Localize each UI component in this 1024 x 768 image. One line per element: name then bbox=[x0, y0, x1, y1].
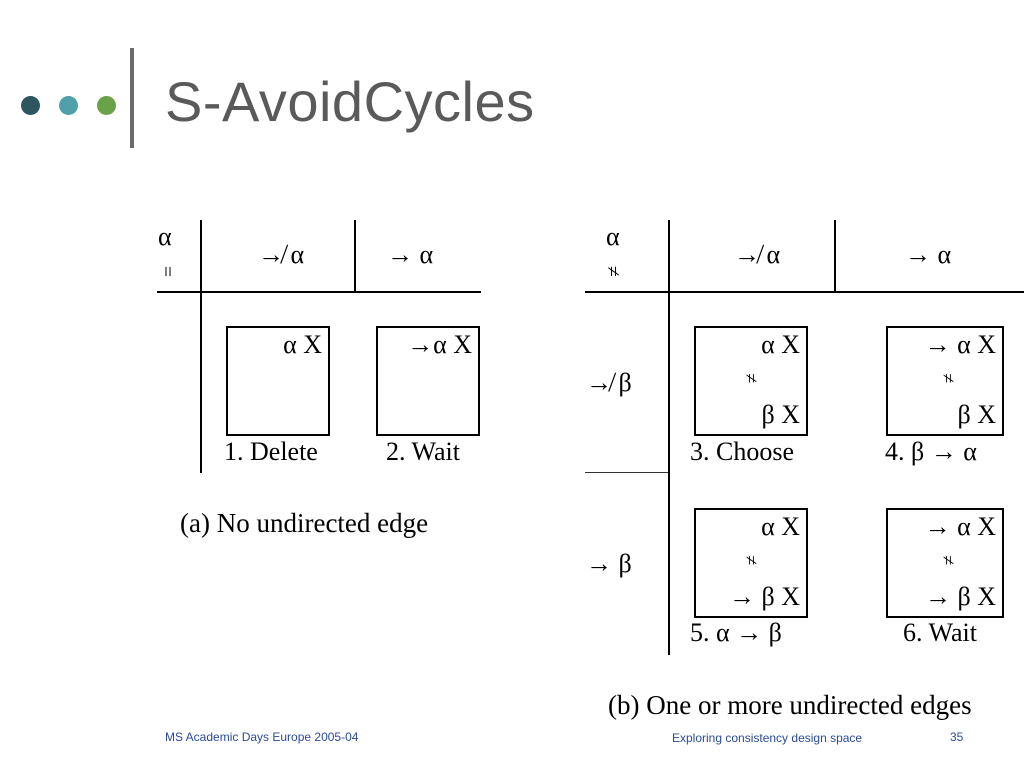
a-header-rel: = bbox=[156, 265, 179, 278]
b-box6-mid: ≠ bbox=[938, 555, 959, 566]
b-box4-mid: ≠ bbox=[938, 373, 959, 384]
footer-page-number: 35 bbox=[950, 730, 964, 744]
b-label-choose: 3. Choose bbox=[690, 437, 794, 466]
b-label-wait: 6. Wait bbox=[903, 618, 977, 647]
b-col2-header: → α bbox=[905, 240, 952, 269]
b-col1-header: ↛ α bbox=[734, 240, 781, 269]
a-label-delete: 1. Delete bbox=[224, 437, 318, 466]
a-header-alpha: α bbox=[158, 222, 172, 251]
b-box-choose bbox=[694, 326, 808, 436]
a-box2-text: →α X bbox=[407, 330, 472, 359]
b-row-divider bbox=[585, 472, 668, 473]
a-header-underline bbox=[157, 291, 481, 293]
b-label-beta-to-alpha: 4. β → α bbox=[885, 437, 977, 466]
b-box3-top: α X bbox=[761, 330, 800, 359]
b-box6-bot: → β X bbox=[924, 582, 996, 611]
a-box-wait bbox=[376, 326, 480, 436]
b-box5-top: α X bbox=[761, 512, 800, 541]
a-box1-text: α X bbox=[283, 330, 322, 359]
b-box6-top: → α X bbox=[924, 512, 996, 541]
b-box5-mid: ≠ bbox=[741, 555, 762, 566]
b-box-alpha-to-beta bbox=[694, 508, 808, 618]
b-box3-mid: ≠ bbox=[741, 373, 762, 384]
a-box-delete bbox=[226, 326, 330, 436]
footer-left: MS Academic Days Europe 2005-04 bbox=[165, 730, 359, 744]
b-row2-header: → β bbox=[586, 549, 632, 578]
a-vertical-line bbox=[200, 220, 202, 473]
b-caption: (b) One or more undirected edges bbox=[608, 690, 972, 720]
b-header-underline bbox=[585, 291, 1024, 293]
b-label-alpha-to-beta: 5. α → β bbox=[690, 618, 782, 647]
b-box4-top: → α X bbox=[924, 330, 996, 359]
a-col1-header: ↛ α bbox=[258, 240, 305, 269]
b-row1-header: ↛ β bbox=[586, 368, 632, 397]
a-caption: (a) No undirected edge bbox=[180, 508, 429, 538]
a-label-wait: 2. Wait bbox=[386, 437, 460, 466]
b-box-wait bbox=[886, 508, 1004, 618]
a-col2-header: → α bbox=[387, 240, 434, 269]
b-header-rel: ≠ bbox=[601, 266, 624, 277]
b-box3-bot: β X bbox=[761, 400, 800, 429]
b-box5-bot: → β X bbox=[728, 582, 800, 611]
decor-dot-1 bbox=[21, 96, 40, 115]
decor-dot-3 bbox=[97, 96, 116, 115]
b-box4-bot: β X bbox=[957, 400, 996, 429]
b-box-beta-to-alpha bbox=[886, 326, 1004, 436]
footer-center: Exploring consistency design space bbox=[672, 731, 863, 745]
a-col-divider bbox=[354, 220, 356, 291]
b-vertical-line bbox=[668, 220, 670, 655]
decor-dot-2 bbox=[59, 96, 78, 115]
slide-title: S-AvoidCycles bbox=[165, 70, 535, 133]
b-header-alpha: α bbox=[606, 222, 620, 251]
b-col-divider bbox=[834, 220, 836, 291]
title-divider bbox=[130, 48, 134, 148]
